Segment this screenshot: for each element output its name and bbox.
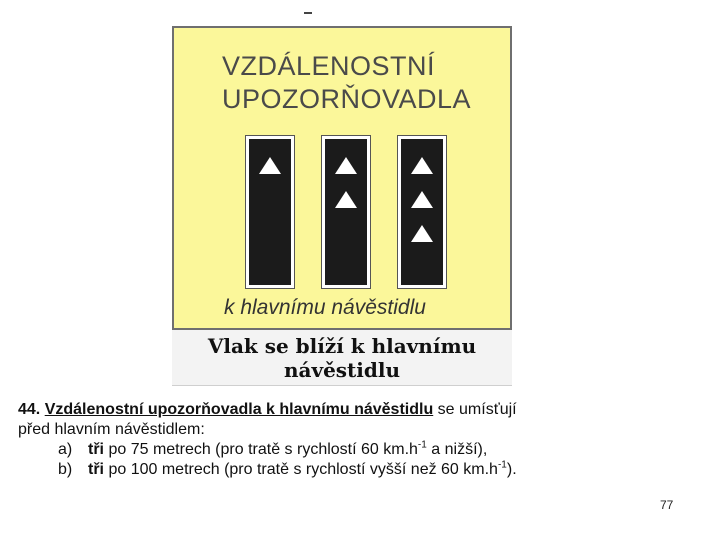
- rule-number: 44.: [18, 401, 41, 418]
- list-item-tail: a nižší),: [426, 441, 488, 458]
- list-item: [58, 460, 698, 480]
- triangle-icon: [411, 225, 433, 242]
- page-number: 77: [660, 498, 674, 512]
- rule-list: [58, 440, 698, 480]
- dash-mark: [304, 12, 312, 14]
- rule-title: Vzdálenostní upozorňovadla k hlavnímu návěstidlu: [44, 401, 434, 418]
- caption-line2: návěstidlu: [283, 358, 401, 382]
- signal-board-one-triangle: [246, 136, 294, 288]
- list-item-bold: tři: [88, 441, 104, 458]
- rule-heading-line: [18, 400, 698, 420]
- panel-subtitle: k hlavnímu návěstidlu: [224, 296, 426, 319]
- list-item-sup: -1: [417, 439, 427, 451]
- list-item-tail: ).: [506, 461, 517, 478]
- panel-title-line1: VZDÁLENOSTNÍ: [222, 51, 436, 81]
- list-item: [58, 440, 698, 460]
- triangle-icon: [335, 157, 357, 174]
- caption-line1: Vlak se blíží k hlavnímu: [207, 334, 477, 358]
- panel-title-line2: UPOZORŇOVADLA: [222, 84, 472, 114]
- rule-intro-rest: se umísťují: [437, 401, 517, 418]
- rule-text: [18, 400, 698, 480]
- triangle-icon: [411, 191, 433, 208]
- signal-illustration-panel: [172, 26, 512, 330]
- triangle-icon: [259, 157, 281, 174]
- signal-board-three-triangles: [398, 136, 446, 288]
- list-item-bold: tři: [88, 461, 104, 478]
- rule-line2: před hlavním návěstidlem:: [18, 421, 205, 438]
- list-item-label: b): [58, 461, 73, 478]
- list-item-text: po 75 metrech (pro tratě s rychlostí 60 km.h: [108, 441, 418, 458]
- signal-board-two-triangles: [322, 136, 370, 288]
- triangle-icon: [335, 191, 357, 208]
- panel-title: [222, 50, 512, 116]
- list-item-sup: -1: [497, 459, 507, 471]
- figure-caption: [172, 330, 512, 386]
- list-item-label: a): [58, 441, 73, 458]
- list-item-text: po 100 metrech (pro tratě s rychlostí vyšší než 60 km.h: [108, 461, 498, 478]
- triangle-icon: [411, 157, 433, 174]
